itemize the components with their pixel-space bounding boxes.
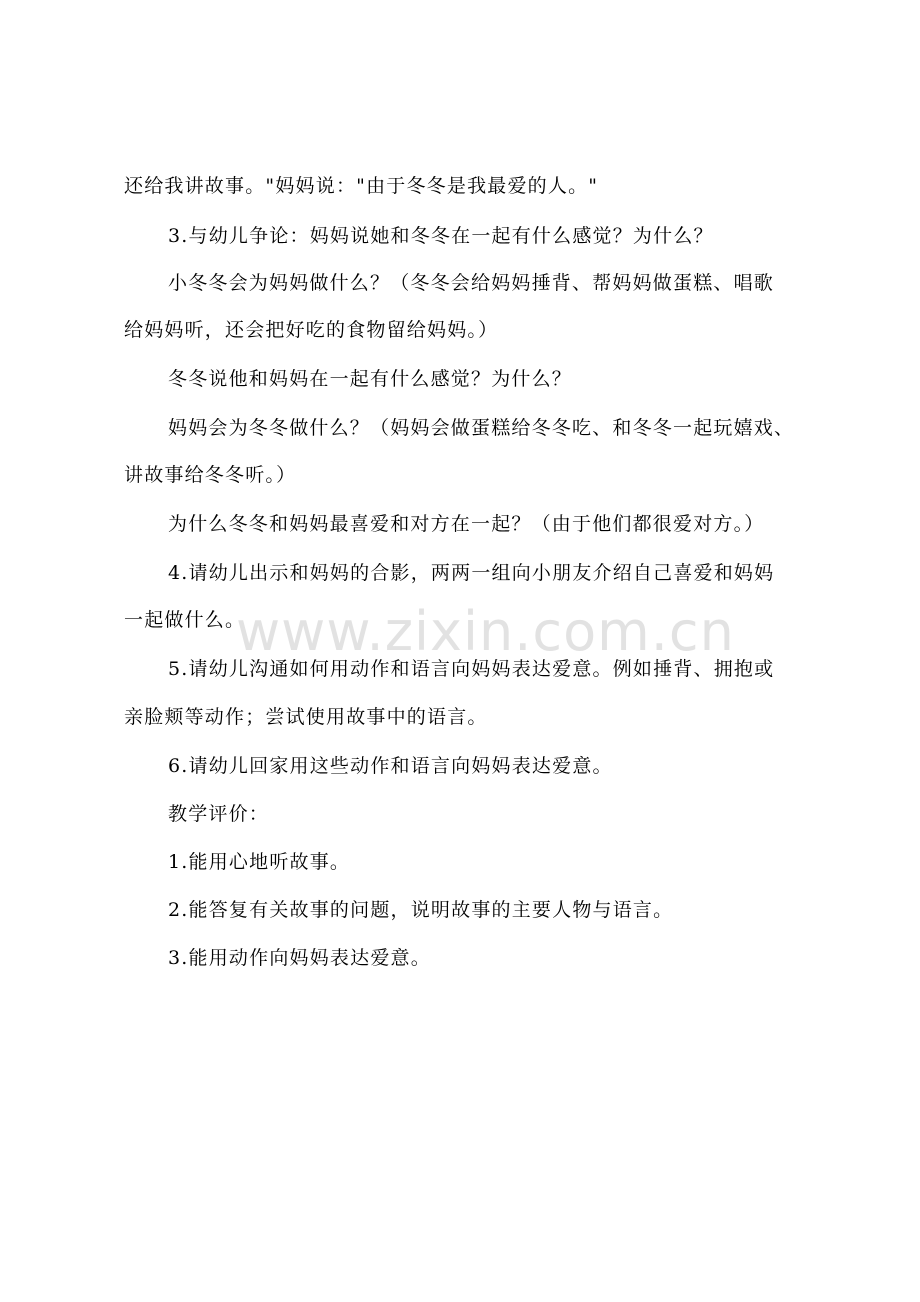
paragraph-line: 5.请幼儿沟通如何用动作和语言向妈妈表达爱意。例如捶背、拥抱或 <box>168 658 775 680</box>
paragraph-line: 冬冬说他和妈妈在一起有什么感觉？为什么？ <box>168 368 573 390</box>
paragraph-line: 小冬冬会为妈妈做什么？（冬冬会给妈妈捶背、帮妈妈做蛋糕、唱歌 <box>168 272 775 294</box>
paragraph-line: 一起做什么。 <box>124 609 246 631</box>
paragraph-line: 6.请幼儿回家用这些动作和语言向妈妈表达爱意。 <box>168 755 613 777</box>
paragraph-line: 4.请幼儿出示和妈妈的合影，两两一组向小朋友介绍自己喜爱和妈妈 <box>168 562 775 584</box>
list-item: 3.能用动作向妈妈表达爱意。 <box>168 947 431 969</box>
paragraph-line: 亲脸颊等动作；尝试使用故事中的语言。 <box>124 706 488 728</box>
paragraph-line: 妈妈会为冬冬做什么？（妈妈会做蛋糕给冬冬吃、和冬冬一起玩嬉戏、 <box>168 417 795 439</box>
list-item: 2.能答复有关故事的问题，说明故事的主要人物与语言。 <box>168 899 674 921</box>
paragraph-line: 讲故事给冬冬听。） <box>124 464 297 486</box>
paragraph-line: 给妈妈听，还会把好吃的食物留给妈妈。） <box>124 319 499 341</box>
section-heading: 教学评价： <box>168 803 270 825</box>
watermark: www.zixin.com.cn <box>236 600 735 663</box>
list-item: 1.能用心地听故事。 <box>168 851 351 873</box>
paragraph-line: 还给我讲故事。"妈妈说："由于冬冬是我最爱的人。" <box>124 175 599 197</box>
paragraph-line: 3.与幼儿争论：妈妈说她和冬冬在一起有什么感觉？为什么？ <box>168 225 714 247</box>
paragraph-line: 为什么冬冬和妈妈最喜爱和对方在一起？（由于他们都很爱对方。） <box>168 513 765 535</box>
